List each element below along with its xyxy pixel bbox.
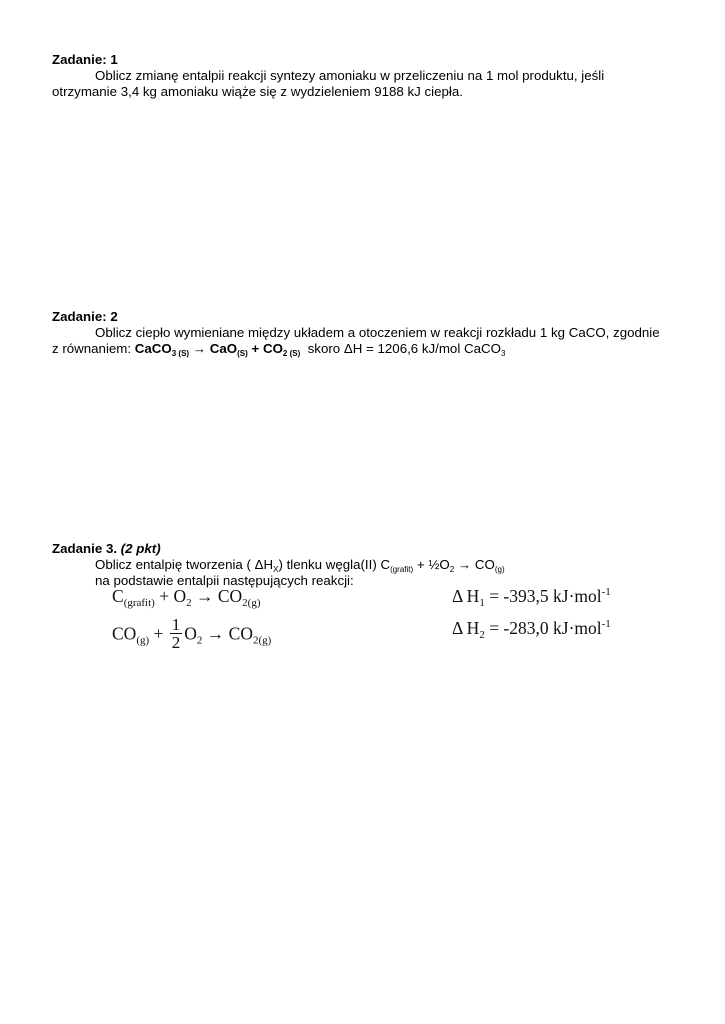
line-1-prefix: Oblicz entalpię tworzenia ( ΔH [95, 557, 274, 572]
task-3-line-2: na podstawie entalpii następujących reakcji: [95, 573, 354, 588]
reaction-equation [135, 341, 300, 356]
arrow-co2: → CO [202, 623, 253, 644]
delta-h-subscript: 1 [479, 597, 485, 609]
reaction-1 [112, 586, 632, 614]
delta-h-label: Δ H [452, 618, 480, 638]
oxygen: O [184, 623, 197, 644]
fraction-denominator: 2 [171, 633, 181, 652]
product-co2-subscript: 2 (S) [282, 349, 301, 358]
product-cao-subscript: (S) [237, 349, 248, 358]
delta-h-exponent: -1 [601, 618, 611, 630]
reaction-2 [112, 615, 632, 654]
line-1-arrow-co: → CO [454, 557, 495, 572]
plus-sign: + [251, 341, 260, 356]
co-subscript: (g) [136, 634, 150, 647]
carbon: C [112, 586, 124, 606]
reaction-2-equation [112, 615, 272, 653]
arrow-co2: → CO [191, 586, 243, 606]
task-2-line-1: Oblicz ciepło wymieniane między układem a otoczeniem w reakcji rozkładu 1 kg CaCO, zgodnie [95, 325, 660, 340]
delta-h-exponent: -1 [601, 586, 611, 598]
reaction-equations [112, 586, 632, 654]
equation-prefix: z równaniem: [52, 341, 135, 356]
enthalpy-statement: skoro ΔH = 1206,6 kJ/mol CaCO [307, 341, 501, 356]
oxygen-subscript: 2 [186, 597, 192, 609]
task-3 [52, 541, 674, 589]
carbon-subscript: (grafit) [123, 597, 155, 609]
delta-h-label: Δ H [452, 586, 480, 606]
product-cao: CaO [209, 341, 238, 356]
task-3-line-1 [52, 557, 674, 573]
task-2-title: Zadanie: 2 [52, 309, 118, 324]
task-1-line-2: otrzymanie 3,4 kg amoniaku wiąże się z wydzieleniem 9188 kJ ciepła. [52, 84, 463, 99]
subscript-2: 2 [449, 565, 455, 574]
delta-h-value: = -393,5 kJ·mol [484, 586, 602, 606]
enthalpy-subscript: 3 [500, 349, 506, 358]
carbon-monoxide: CO [112, 623, 137, 644]
reaction-1-equation [112, 586, 261, 607]
task-1 [52, 52, 674, 100]
task-2 [52, 309, 674, 357]
plus-sign: + [149, 623, 168, 644]
reaction-1-enthalpy [452, 586, 611, 607]
task-3-title [52, 541, 674, 557]
task-2-line-2 [52, 341, 674, 357]
co2-subscript: 2(g) [252, 634, 272, 647]
task-1-title: Zadanie: 1 [52, 52, 118, 67]
product-co2: CO [262, 341, 283, 356]
subscript-g: (g) [494, 565, 505, 574]
task-3-points: (2 pkt) [120, 541, 161, 556]
subscript-grafit: (grafit) [390, 565, 414, 574]
line-1-plus-o2: + ½O [413, 557, 450, 572]
fraction-numerator: 1 [171, 615, 181, 634]
subscript-x: X [273, 565, 279, 574]
reactant-caco3: CaCO [134, 341, 172, 356]
plus-oxygen: + O [154, 586, 187, 606]
oxygen-subscript: 2 [196, 634, 203, 647]
delta-h-value: = -283,0 kJ·mol [484, 618, 602, 638]
fraction-one-half [170, 616, 183, 651]
task-1-line-1: Oblicz zmianę entalpii reakcji syntezy amoniaku w przeliczeniu na 1 mol produktu, jeśli [95, 68, 605, 83]
reaction-2-enthalpy [452, 618, 611, 639]
reaction-arrow: → [192, 341, 207, 356]
line-1-mid: ) tlenku węgla(II) C [278, 557, 391, 572]
co2-subscript: 2(g) [242, 597, 261, 609]
delta-h-subscript: 2 [479, 629, 485, 641]
task-3-title-main: Zadanie 3. [52, 541, 118, 556]
reactant-subscript: 3 (S) [171, 349, 190, 358]
